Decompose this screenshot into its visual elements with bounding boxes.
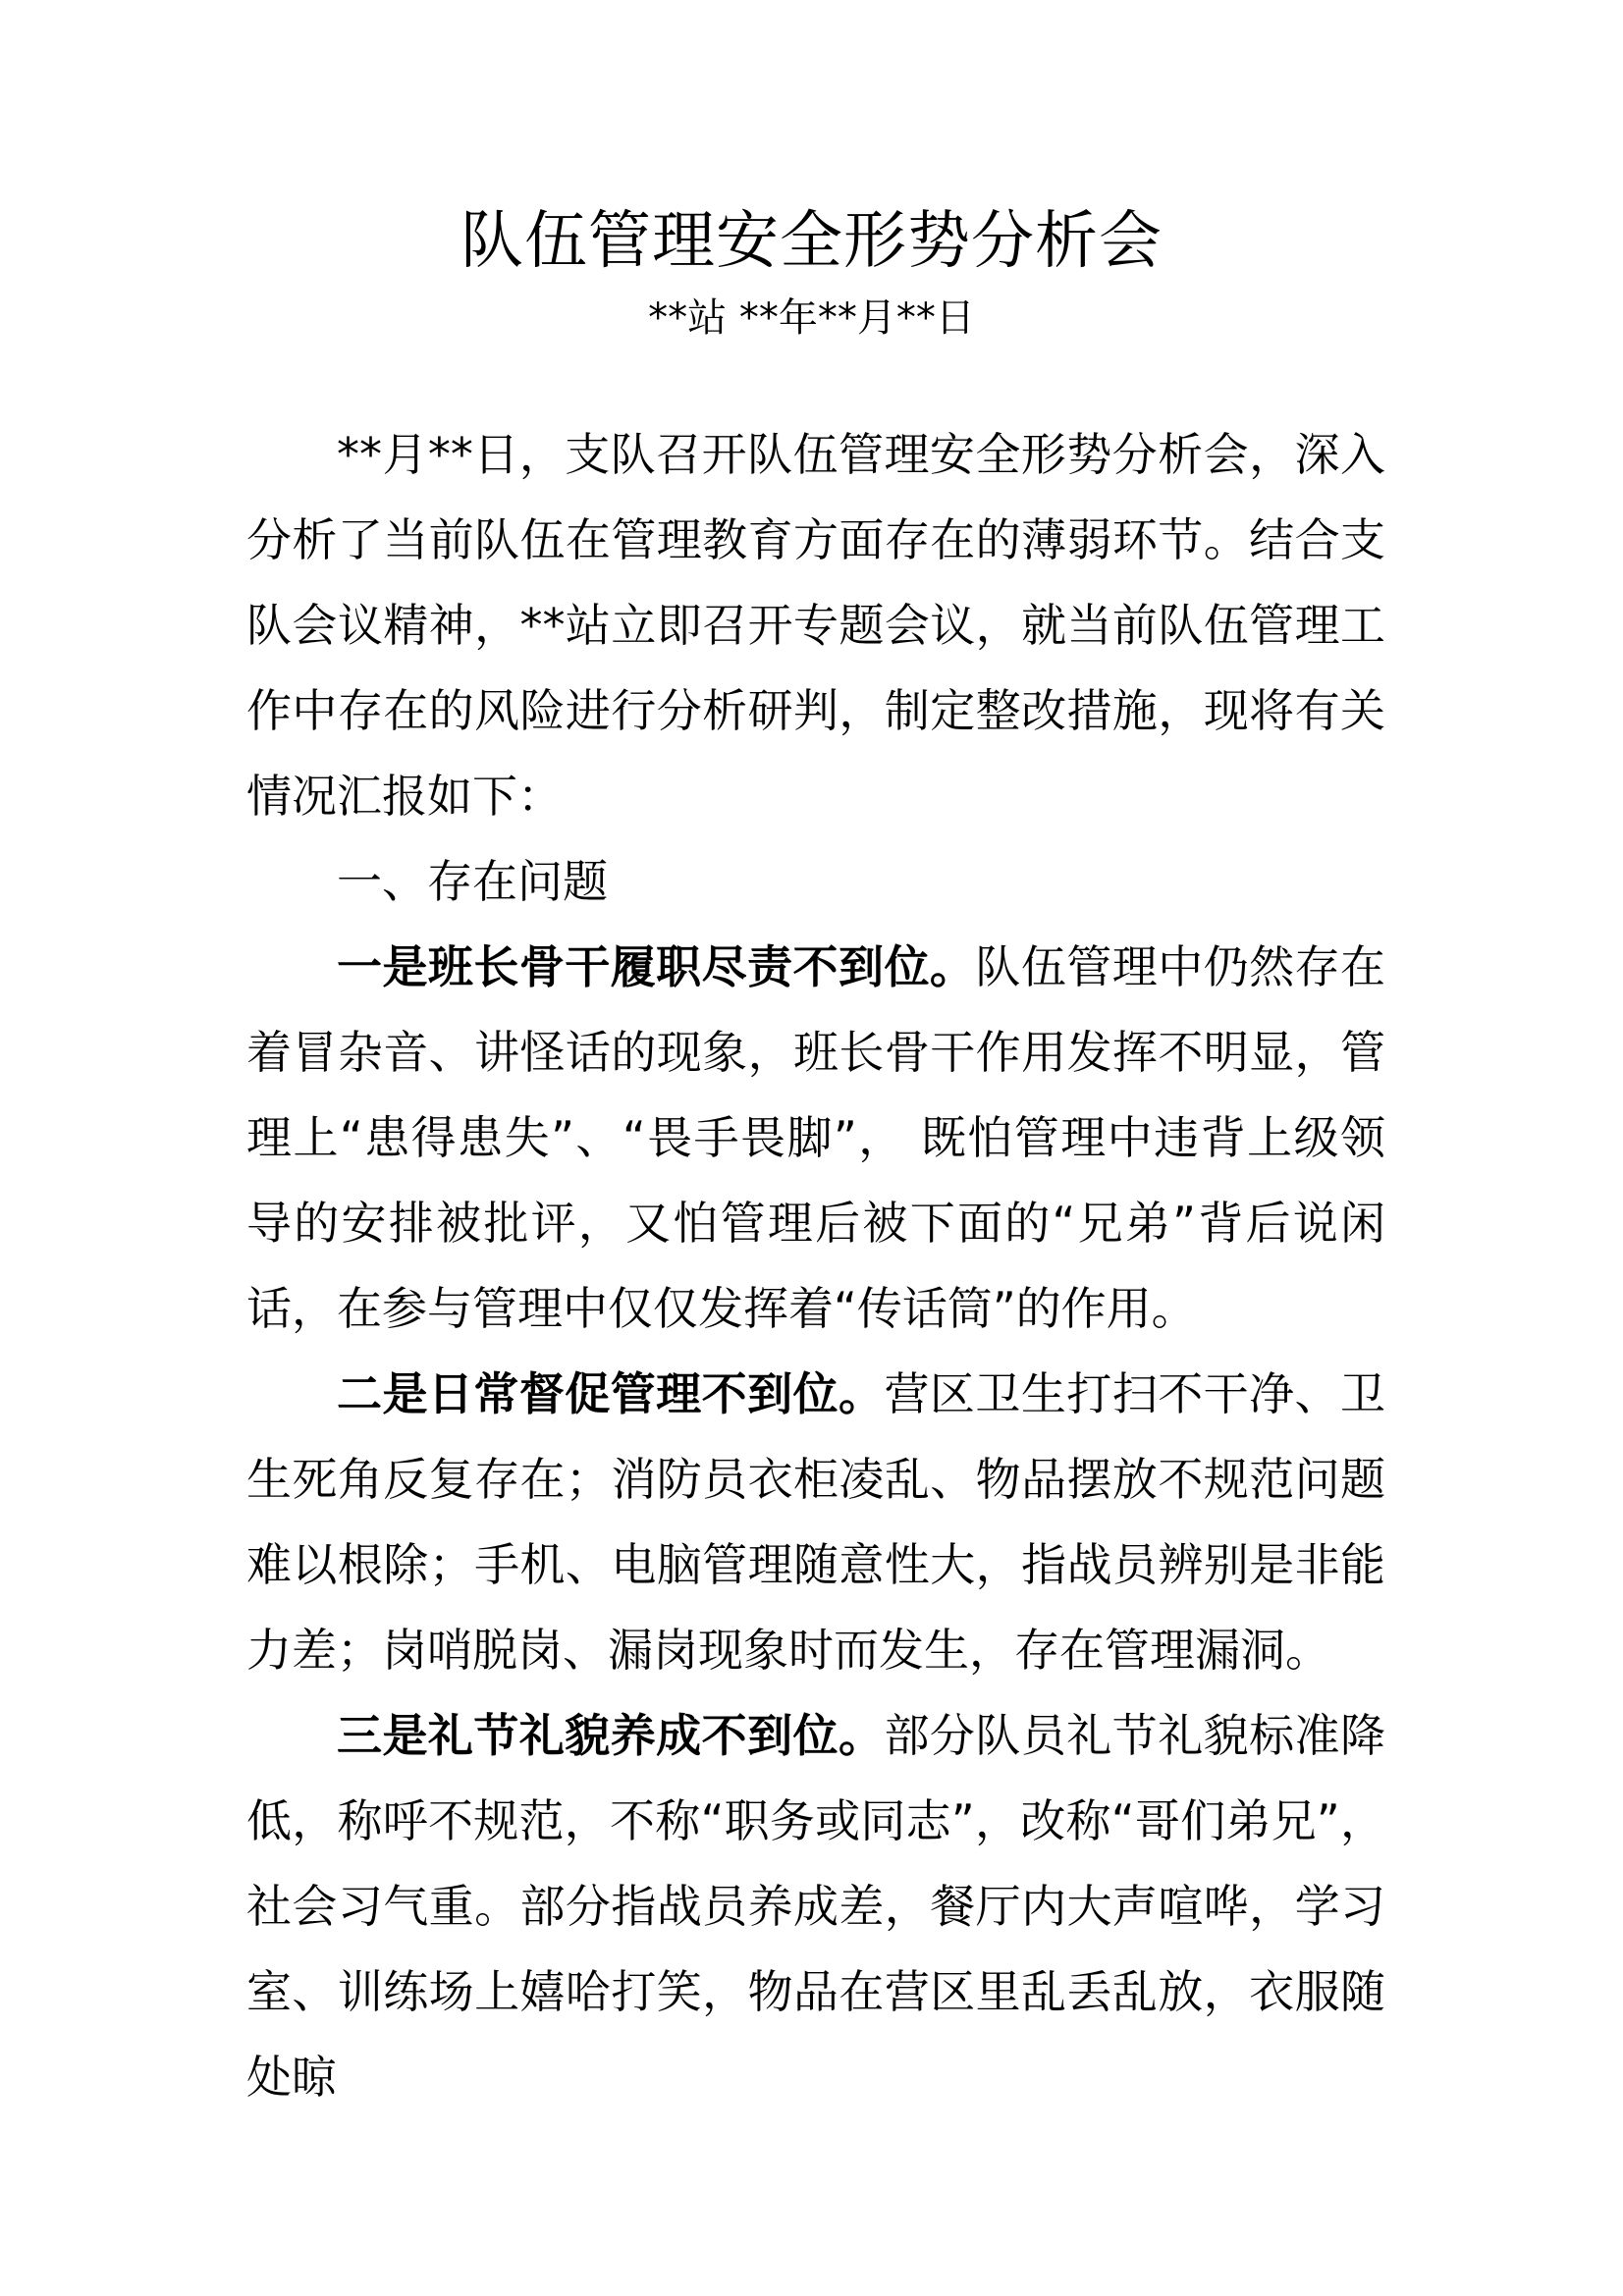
problem-lead: 一是班长骨干履职尽责不到位。 <box>337 940 976 993</box>
problem-paragraph-2 <box>246 1352 1385 1693</box>
document-body <box>246 412 1385 2120</box>
problem-text: 部分队员礼节礼貌标准降低，称呼不规范，不称“职务或同志”，改称“哥们弟兄”，社会习气重。部分指战员养成差，餐厅内大声喧哗，学习室、训练场上嬉哈打笑，物品在营区里乱丢乱放，衣服随处晾 <box>246 1709 1386 2104</box>
problem-lead: 三是礼节礼貌养成不到位。 <box>337 1709 885 1762</box>
document-subtitle: **站 **年**月**日 <box>648 295 975 341</box>
problem-paragraph-3 <box>246 1693 1385 2120</box>
problem-lead: 二是日常督促管理不到位。 <box>337 1367 885 1420</box>
section-heading: 一、存在问题 <box>337 855 608 908</box>
document-title: 队伍管理安全形势分析会 <box>460 205 1163 278</box>
problem-text: 营区卫生打扫不干净、卫生死角反复存在；消防员衣柜凌乱、物品摆放不规范问题难以根除；手机、电脑管理随意性大，指战员辨别是非能力差；岗哨脱岗、漏岗现象时而发生，存在管理漏洞。 <box>246 1367 1386 1677</box>
intro-paragraph: **月**日，支队召开队伍管理安全形势分析会，深入分析了当前队伍在管理教育方面存在的薄弱环节。结合支队会议精神，**站立即召开专题会议，就当前队伍管理工作中存在的风险进行分析研判，制定整改措施，现将有关情况汇报如下： <box>246 428 1385 823</box>
problem-text: 队伍管理中仍然存在着冒杂音、讲怪话的现象，班长骨干作用发挥不明显，管理上“患得患失”、“畏手畏脚”， 既怕管理中违背上级领导的安排被批评，又怕管理后被下面的“兄弟”背后说闲话，在参与管理中仅仅发挥着“传话筒”的作用。 <box>246 940 1386 1335</box>
problem-paragraph-1 <box>246 925 1385 1352</box>
